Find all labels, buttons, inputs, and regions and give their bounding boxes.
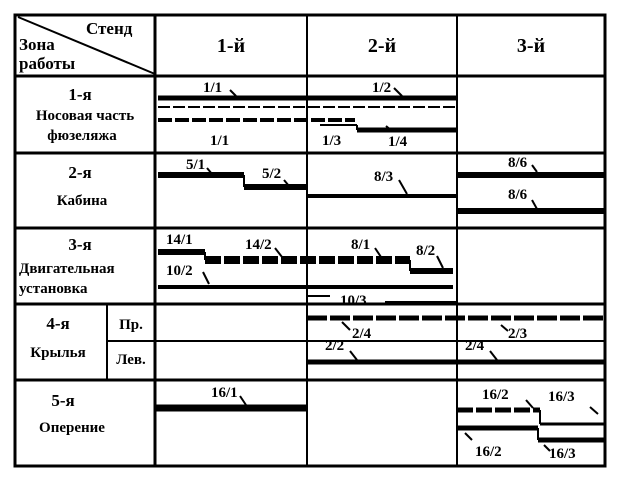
leader-line xyxy=(501,325,508,331)
work-label: 8/2 xyxy=(416,243,436,259)
zone-name: Крылья xyxy=(30,345,86,361)
work-label: 16/2 xyxy=(482,387,509,403)
zone-number: 3-я xyxy=(68,235,92,254)
work-label: 16/3 xyxy=(549,446,576,462)
work-label: 10/2 xyxy=(166,263,193,279)
corner-zone-label: Зона xyxy=(19,35,55,54)
stand-header-3: 3-й xyxy=(516,35,546,57)
zone-name: Носовая часть xyxy=(35,108,135,124)
leader-line xyxy=(399,180,407,194)
zone-name: установка xyxy=(19,281,88,297)
stand-header-1: 1-й xyxy=(216,35,246,57)
leader-line xyxy=(465,433,472,440)
table-grid xyxy=(15,15,605,466)
corner-stand-label: Стенд xyxy=(86,19,133,38)
zone-number: 4-я xyxy=(46,314,70,333)
leader-line xyxy=(350,351,357,360)
leader-line xyxy=(532,165,537,172)
work-label: 16/2 xyxy=(475,444,502,460)
zone-name: фюзеляжа xyxy=(47,128,117,144)
work-label: 5/2 xyxy=(262,166,282,182)
leader-line xyxy=(342,322,350,330)
work-label: 2/4 xyxy=(465,338,485,354)
work-label: 16/3 xyxy=(548,389,575,405)
work-label: 8/1 xyxy=(351,237,371,253)
work-label: 2/2 xyxy=(325,338,345,354)
leader-line xyxy=(490,351,497,360)
work-label: 10/3 xyxy=(340,293,367,309)
leader-line xyxy=(230,90,236,96)
leader-line xyxy=(532,200,537,209)
leader-line xyxy=(240,396,246,405)
work-label: 1/1 xyxy=(203,80,223,96)
work-label: 1/1 xyxy=(210,133,230,149)
work-label: 5/1 xyxy=(186,157,206,173)
corner-zone-label: работы xyxy=(19,54,76,73)
zone-number: 5-я xyxy=(51,391,75,410)
work-label: 2/3 xyxy=(508,326,528,342)
work-label: 14/2 xyxy=(245,237,272,253)
work-label: 16/1 xyxy=(211,385,238,401)
work-label: 2/4 xyxy=(352,326,372,342)
leader-line xyxy=(375,248,381,257)
leader-line xyxy=(526,400,533,408)
work-label: 1/3 xyxy=(322,133,342,149)
work-label: 8/6 xyxy=(508,155,528,171)
leader-line xyxy=(394,88,402,96)
zone-number: 1-я xyxy=(68,85,92,104)
work-label: 8/6 xyxy=(508,187,528,203)
zone-number: 2-я xyxy=(68,163,92,182)
zone-name: Кабина xyxy=(56,193,108,209)
leader-line xyxy=(203,272,209,284)
wing-left-label: Лев. xyxy=(116,352,146,368)
work-label: 8/3 xyxy=(374,169,394,185)
work-label: 1/2 xyxy=(372,80,392,96)
work-label: 1/4 xyxy=(388,134,408,150)
wing-right-label: Пр. xyxy=(119,317,143,333)
zone-name: Оперение xyxy=(39,420,105,436)
leader-line xyxy=(437,256,443,268)
leader-line xyxy=(590,407,598,414)
work-label: 14/1 xyxy=(166,232,193,248)
table-border xyxy=(15,15,605,466)
zone-name: Двигательная xyxy=(19,261,115,277)
stand-header-2: 2-й xyxy=(367,35,397,57)
leader-line xyxy=(275,248,282,257)
